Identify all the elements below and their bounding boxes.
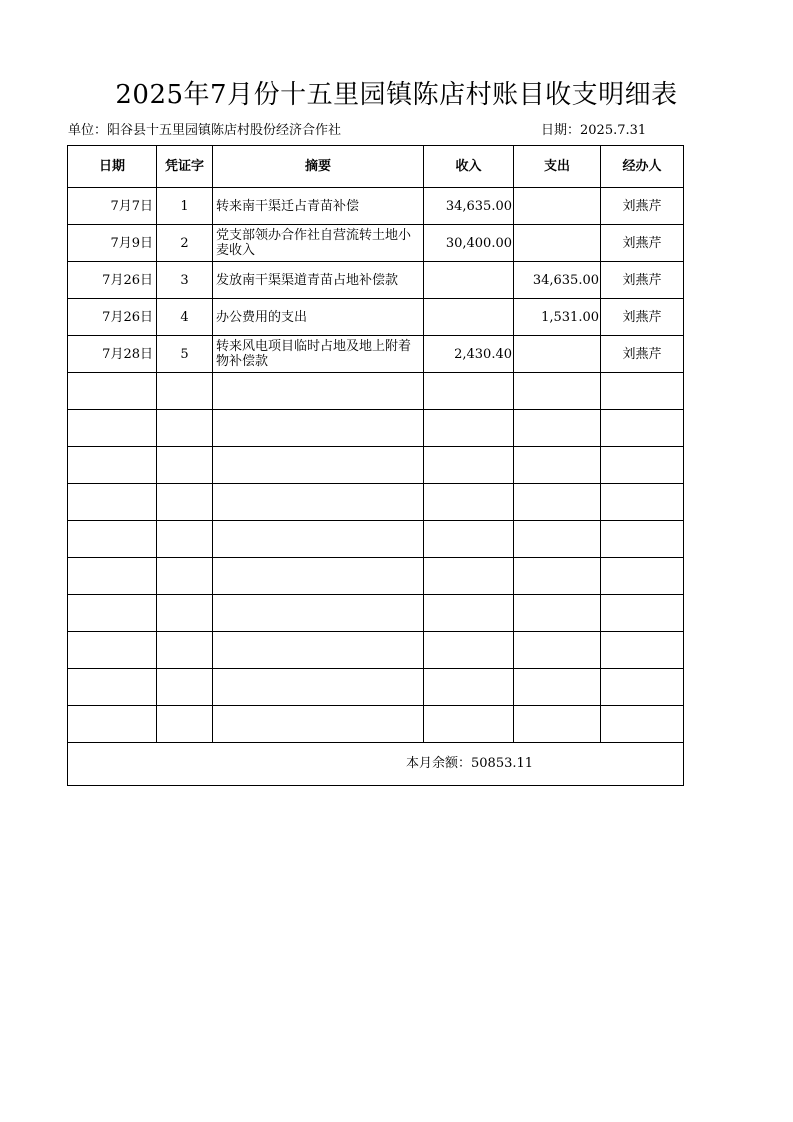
cell-income bbox=[424, 262, 514, 299]
header-date: 日期 bbox=[68, 146, 157, 188]
header-summary: 摘要 bbox=[213, 146, 424, 188]
cell-date: 7月26日 bbox=[68, 299, 157, 336]
cell-date: 7月7日 bbox=[68, 188, 157, 225]
cell-summary: 办公费用的支出 bbox=[213, 299, 424, 336]
table-row bbox=[68, 447, 684, 484]
cell-date bbox=[68, 484, 157, 521]
table-row bbox=[68, 188, 684, 225]
table-row bbox=[68, 336, 684, 373]
table-header-row bbox=[68, 146, 684, 188]
cell-income: 34,635.00 bbox=[424, 188, 514, 225]
table-row bbox=[68, 558, 684, 595]
ledger-body bbox=[68, 188, 684, 786]
cell-summary bbox=[213, 558, 424, 595]
cell-voucher bbox=[157, 410, 213, 447]
cell-summary bbox=[213, 669, 424, 706]
header-income: 收入 bbox=[424, 146, 514, 188]
table-row bbox=[68, 669, 684, 706]
cell-summary: 转来风电项目临时占地及地上附着物补偿款 bbox=[213, 336, 424, 373]
cell-handler bbox=[601, 484, 684, 521]
cell-voucher bbox=[157, 373, 213, 410]
cell-voucher: 5 bbox=[157, 336, 213, 373]
page-title: 2025年7月份十五里园镇陈店村账目收支明细表 bbox=[115, 80, 678, 110]
cell-voucher: 3 bbox=[157, 262, 213, 299]
cell-voucher bbox=[157, 521, 213, 558]
balance-row bbox=[68, 743, 684, 786]
cell-handler: 刘燕芹 bbox=[601, 262, 684, 299]
cell-income: 2,430.40 bbox=[424, 336, 514, 373]
monthly-balance: 本月余额：50853.11 bbox=[406, 756, 534, 771]
cell-expense bbox=[514, 410, 601, 447]
cell-voucher: 4 bbox=[157, 299, 213, 336]
cell-income bbox=[424, 632, 514, 669]
cell-date bbox=[68, 447, 157, 484]
cell-expense: 34,635.00 bbox=[514, 262, 601, 299]
cell-handler bbox=[601, 521, 684, 558]
cell-expense bbox=[514, 373, 601, 410]
cell-voucher bbox=[157, 706, 213, 743]
cell-date bbox=[68, 410, 157, 447]
cell-expense bbox=[514, 225, 601, 262]
cell-date bbox=[68, 632, 157, 669]
cell-date bbox=[68, 373, 157, 410]
cell-handler bbox=[601, 669, 684, 706]
cell-handler bbox=[601, 447, 684, 484]
ledger-table bbox=[67, 145, 684, 786]
cell-voucher bbox=[157, 558, 213, 595]
cell-expense bbox=[514, 632, 601, 669]
table-row bbox=[68, 410, 684, 447]
cell-expense bbox=[514, 484, 601, 521]
cell-income bbox=[424, 447, 514, 484]
cell-voucher bbox=[157, 632, 213, 669]
cell-date bbox=[68, 669, 157, 706]
cell-expense bbox=[514, 558, 601, 595]
cell-income: 30,400.00 bbox=[424, 225, 514, 262]
cell-summary bbox=[213, 373, 424, 410]
cell-summary bbox=[213, 447, 424, 484]
cell-expense bbox=[514, 521, 601, 558]
cell-summary: 转来南干渠迁占青苗补偿 bbox=[213, 188, 424, 225]
cell-income bbox=[424, 373, 514, 410]
cell-income bbox=[424, 410, 514, 447]
cell-expense bbox=[514, 447, 601, 484]
cell-date bbox=[68, 595, 157, 632]
cell-handler bbox=[601, 706, 684, 743]
cell-income bbox=[424, 484, 514, 521]
cell-income bbox=[424, 706, 514, 743]
header-voucher: 凭证字 bbox=[157, 146, 213, 188]
table-row bbox=[68, 299, 684, 336]
table-row bbox=[68, 521, 684, 558]
table-row bbox=[68, 484, 684, 521]
cell-expense bbox=[514, 336, 601, 373]
cell-handler: 刘燕芹 bbox=[601, 188, 684, 225]
table-row bbox=[68, 373, 684, 410]
cell-expense bbox=[514, 188, 601, 225]
cell-handler: 刘燕芹 bbox=[601, 225, 684, 262]
cell-summary bbox=[213, 521, 424, 558]
table-row bbox=[68, 262, 684, 299]
table-row bbox=[68, 225, 684, 262]
date-line: 日期：2025.7.31 bbox=[541, 123, 647, 138]
cell-date bbox=[68, 521, 157, 558]
cell-handler bbox=[601, 410, 684, 447]
cell-expense bbox=[514, 706, 601, 743]
cell-summary: 党支部领办合作社自营流转土地小麦收入 bbox=[213, 225, 424, 262]
cell-voucher bbox=[157, 484, 213, 521]
cell-income bbox=[424, 521, 514, 558]
cell-handler bbox=[601, 632, 684, 669]
table-row bbox=[68, 595, 684, 632]
cell-income bbox=[424, 299, 514, 336]
cell-summary bbox=[213, 632, 424, 669]
cell-summary bbox=[213, 410, 424, 447]
cell-income bbox=[424, 558, 514, 595]
cell-voucher bbox=[157, 669, 213, 706]
cell-voucher: 2 bbox=[157, 225, 213, 262]
cell-summary bbox=[213, 706, 424, 743]
cell-date bbox=[68, 706, 157, 743]
cell-summary bbox=[213, 484, 424, 521]
cell-date: 7月9日 bbox=[68, 225, 157, 262]
table-row bbox=[68, 706, 684, 743]
unit-line: 单位：阳谷县十五里园镇陈店村股份经济合作社 bbox=[68, 123, 342, 138]
cell-income bbox=[424, 669, 514, 706]
cell-voucher bbox=[157, 595, 213, 632]
cell-handler bbox=[601, 373, 684, 410]
cell-summary bbox=[213, 595, 424, 632]
header-handler: 经办人 bbox=[601, 146, 684, 188]
cell-summary: 发放南干渠渠道青苗占地补偿款 bbox=[213, 262, 424, 299]
cell-handler: 刘燕芹 bbox=[601, 299, 684, 336]
cell-income bbox=[424, 595, 514, 632]
balance-cell bbox=[68, 743, 684, 786]
cell-handler bbox=[601, 595, 684, 632]
table-row bbox=[68, 632, 684, 669]
header-expense: 支出 bbox=[514, 146, 601, 188]
cell-voucher bbox=[157, 447, 213, 484]
cell-handler bbox=[601, 558, 684, 595]
cell-voucher: 1 bbox=[157, 188, 213, 225]
cell-expense: 1,531.00 bbox=[514, 299, 601, 336]
cell-date bbox=[68, 558, 157, 595]
cell-handler: 刘燕芹 bbox=[601, 336, 684, 373]
cell-date: 7月26日 bbox=[68, 262, 157, 299]
cell-expense bbox=[514, 669, 601, 706]
cell-date: 7月28日 bbox=[68, 336, 157, 373]
cell-expense bbox=[514, 595, 601, 632]
